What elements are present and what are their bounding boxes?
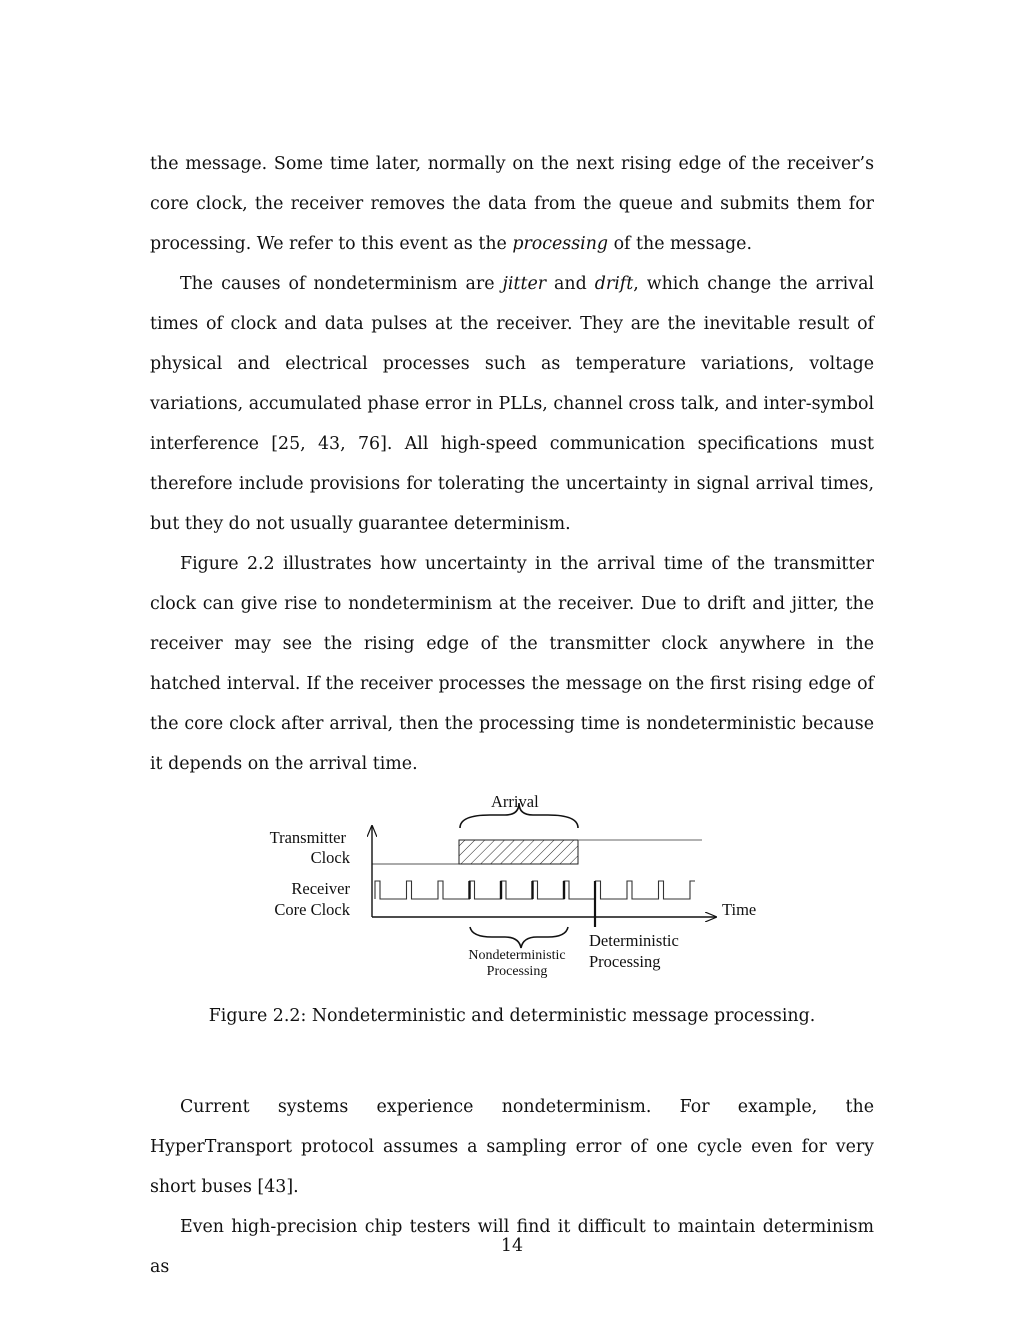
paragraph-text: , which change the arrival times of clock and data pulses at the receiver. They are the inevitable result of physical and electrical processes such as temperature variations, voltage variations, accumulated phase error in PLLs, channel cross talk, and inter-symbol interference [25, 43, 76]. All high-speed communication specifications must therefore include provisions for tolerating the uncertainty in signal arrival times, but they do not usually guarantee determinism.: [150, 274, 874, 534]
receiver-core-clock: [375, 881, 695, 899]
paragraph-text: and: [546, 274, 595, 294]
paragraph: [150, 144, 874, 264]
emphasized-text: jitter: [502, 274, 547, 294]
figure-2-2: [0, 780, 1024, 1000]
paragraph-text: of the message.: [608, 234, 752, 254]
time-label: Time: [722, 900, 757, 919]
nondeterministic-brace: [470, 927, 568, 948]
nondeterministic-label-line1: Nondeterministic: [468, 948, 566, 963]
paragraph-text: Even high-precision chip testers will find it difficult to maintain determinism as: [150, 1217, 874, 1277]
emphasized-text: drift: [594, 274, 634, 294]
page-number: 14: [500, 1236, 524, 1256]
paragraph: [150, 264, 874, 544]
paragraph-text: The causes of nondeterminism are: [180, 274, 503, 294]
deterministic-label-line1: Deterministic: [589, 931, 679, 950]
hatched-arrival-interval: [459, 840, 578, 864]
paragraph: [150, 1087, 874, 1207]
emphasized-text: processing: [512, 234, 609, 254]
paragraph-text: Figure 2.2 illustrates how uncertainty in the arrival time of the transmitter clock can give rise to nondeterminism at the receiver. Due to drift and jitter, the receiver may see the rising edge of the transmitter clock anywhere in the hatched interval. If the receiver processes the message on the first rising edge of the core clock after arrival, then the processing time is nondeterministic because it depends on the arrival time.: [150, 554, 874, 774]
transmitter-label-line1: Transmitter: [269, 828, 346, 847]
transmitter-label-line2: Clock: [310, 848, 350, 867]
paragraph-text: the message. Some time later, normally on the next rising edge of the receiver’s core clock, the receiver removes the data from the queue and submits them for processing. We refer to this event as the: [150, 154, 874, 254]
deterministic-label-line2: Processing: [589, 952, 661, 971]
paragraph-text: Current systems experience nondeterminism. For example, the HyperTransport protocol assumes a sampling error of one cycle even for very short buses [43].: [150, 1097, 874, 1197]
arrival-label: Arrival: [491, 792, 539, 811]
receiver-label-line2: Core Clock: [274, 900, 350, 919]
body-text-top: [150, 144, 874, 784]
nondeterministic-label-line2: Processing: [486, 964, 548, 979]
receiver-label-line1: Receiver: [291, 879, 350, 898]
body-text-bottom: [150, 1087, 874, 1287]
paragraph: [150, 544, 874, 784]
highlighted-rising-edges: [470, 881, 565, 899]
figure-caption: Figure 2.2: Nondeterministic and deterministic message processing.: [208, 1006, 816, 1026]
